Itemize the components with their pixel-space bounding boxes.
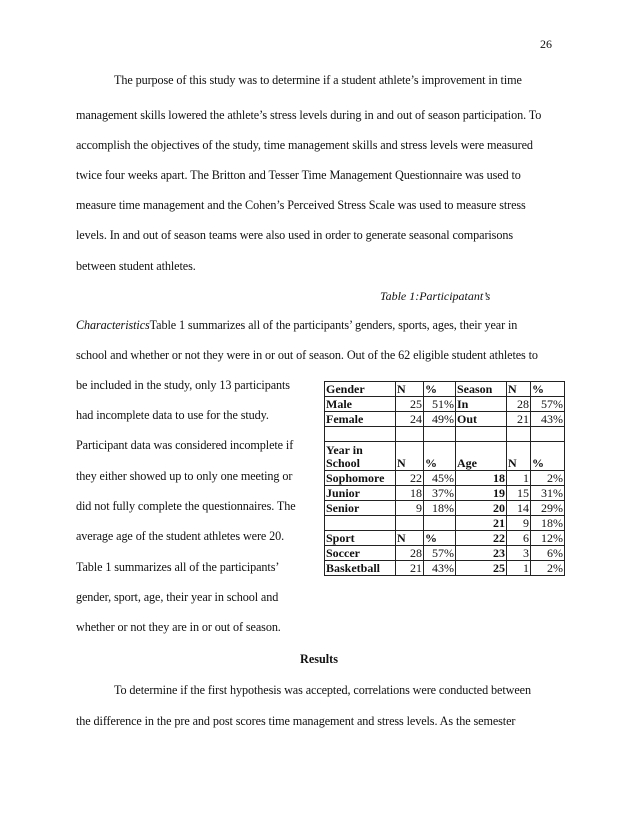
- text-line: Participant data was considered incomplete if: [76, 438, 294, 452]
- table-cell: %: [424, 382, 456, 397]
- text-line: The purpose of this study was to determine if a student athlete’s improvement in time: [114, 73, 522, 87]
- table-row: [325, 546, 565, 561]
- table-cell: 37%: [424, 486, 456, 501]
- table-cell: [396, 516, 424, 531]
- table-cell: %: [424, 442, 456, 471]
- table-cell: 2%: [531, 471, 565, 486]
- table-cell: [396, 427, 424, 442]
- table-cell: 1: [507, 561, 531, 576]
- table-cell: In: [456, 397, 507, 412]
- table-cell: 24: [396, 412, 424, 427]
- table-cell: 21: [507, 412, 531, 427]
- table-row: [325, 516, 565, 531]
- table-row: [325, 471, 565, 486]
- table-cell: Sophomore: [325, 471, 396, 486]
- table-cell: Senior: [325, 501, 396, 516]
- table-cell: Female: [325, 412, 396, 427]
- text-line: Table 1 summarizes all of the participants’: [76, 560, 280, 574]
- table-cell: 19: [456, 486, 507, 501]
- table-cell: %: [424, 531, 456, 546]
- table-cell: Junior: [325, 486, 396, 501]
- text-line: twice four weeks apart. The Britton and Tesser Time Management Questionnaire was used to: [76, 168, 521, 182]
- table-cell: 18%: [531, 516, 565, 531]
- text-line: had incomplete data to use for the study.: [76, 408, 269, 422]
- table-cell: 43%: [424, 561, 456, 576]
- table-row: [325, 382, 565, 397]
- table-cell: Gender: [325, 382, 396, 397]
- text-line: gender, sport, age, their year in school and: [76, 590, 279, 604]
- text-line: [76, 318, 517, 333]
- text-line: whether or not they are in or out of season.: [76, 620, 281, 634]
- table-cell: [325, 427, 396, 442]
- table-cell: 22: [396, 471, 424, 486]
- table-cell: N: [396, 442, 424, 471]
- table-caption: Table 1:Participatant’s: [380, 289, 491, 303]
- table-cell: [424, 427, 456, 442]
- table-cell: 6%: [531, 546, 565, 561]
- text-line: levels. In and out of season teams were also used in order to generate seasonal comparisons: [76, 228, 513, 242]
- table-cell: 1: [507, 471, 531, 486]
- table-row: [325, 397, 565, 412]
- table-cell: Soccer: [325, 546, 396, 561]
- table-cell: 31%: [531, 486, 565, 501]
- table-cell: 15: [507, 486, 531, 501]
- text-line: they either showed up to only one meeting or: [76, 469, 293, 483]
- text-span: Table 1 summarizes all of the participants’ genders, sports, ages, their year in: [149, 318, 518, 332]
- table-cell: 14: [507, 501, 531, 516]
- table-cell: N: [507, 382, 531, 397]
- table-cell: 3: [507, 546, 531, 561]
- table-cell: 6: [507, 531, 531, 546]
- table-cell: 57%: [424, 546, 456, 561]
- table-cell: Season: [456, 382, 507, 397]
- caption-continuation: Characteristics: [76, 318, 150, 332]
- table-cell: 28: [507, 397, 531, 412]
- table-cell: 29%: [531, 501, 565, 516]
- section-heading-results: Results: [300, 652, 338, 666]
- text-line: average age of the student athletes were 20.: [76, 529, 285, 543]
- table-cell: %: [531, 382, 565, 397]
- table-row: [325, 486, 565, 501]
- table-cell: N: [507, 442, 531, 471]
- table-cell: Basketball: [325, 561, 396, 576]
- text-line: accomplish the objectives of the study, time management skills and stress levels were measured: [76, 138, 533, 152]
- table-row: [325, 561, 565, 576]
- text-line: be included in the study, only 13 participants: [76, 378, 290, 392]
- table-cell: 45%: [424, 471, 456, 486]
- table-cell: %: [531, 442, 565, 471]
- table-cell: 21: [396, 561, 424, 576]
- table-cell: 21: [456, 516, 507, 531]
- table-cell: [456, 427, 507, 442]
- table-row: [325, 501, 565, 516]
- table-cell: 12%: [531, 531, 565, 546]
- table-cell: 49%: [424, 412, 456, 427]
- text-line: did not fully complete the questionnaires. The: [76, 499, 296, 513]
- table-cell: [424, 516, 456, 531]
- table-row: [325, 531, 565, 546]
- table-cell: N: [396, 382, 424, 397]
- table-cell: 23: [456, 546, 507, 561]
- table-row: [325, 412, 565, 427]
- table-cell: N: [396, 531, 424, 546]
- table-cell: [325, 516, 396, 531]
- text-line: between student athletes.: [76, 259, 196, 273]
- table-cell: 18%: [424, 501, 456, 516]
- table-cell: Age: [456, 442, 507, 471]
- table-cell: [507, 427, 531, 442]
- participant-characteristics-table: [324, 381, 565, 576]
- table-cell: Male: [325, 397, 396, 412]
- text-line: management skills lowered the athlete’s stress levels during in and out of season participation. To: [76, 108, 542, 122]
- table-cell: 22: [456, 531, 507, 546]
- table-cell: 18: [456, 471, 507, 486]
- table-cell: 9: [507, 516, 531, 531]
- table-cell: Out: [456, 412, 507, 427]
- table-cell: 25: [396, 397, 424, 412]
- table-row: [325, 442, 565, 471]
- table-cell: Year in School: [325, 442, 396, 471]
- table-cell: Sport: [325, 531, 396, 546]
- table-cell: 43%: [531, 412, 565, 427]
- table-cell: 2%: [531, 561, 565, 576]
- text-line: the difference in the pre and post scores time management and stress levels. As the semester: [76, 714, 516, 728]
- table-cell: 20: [456, 501, 507, 516]
- page-number: 26: [540, 37, 552, 51]
- table-cell: 18: [396, 486, 424, 501]
- text-line: To determine if the first hypothesis was accepted, correlations were conducted between: [114, 683, 531, 697]
- table-cell: 28: [396, 546, 424, 561]
- text-line: school and whether or not they were in or out of season. Out of the 62 eligible student athletes to: [76, 348, 538, 362]
- table-cell: 57%: [531, 397, 565, 412]
- table-cell: [531, 427, 565, 442]
- table-cell: 51%: [424, 397, 456, 412]
- table-cell: 25: [456, 561, 507, 576]
- text-line: measure time management and the Cohen’s Perceived Stress Scale was used to measure stress: [76, 198, 526, 212]
- table-cell: 9: [396, 501, 424, 516]
- table-row: [325, 427, 565, 442]
